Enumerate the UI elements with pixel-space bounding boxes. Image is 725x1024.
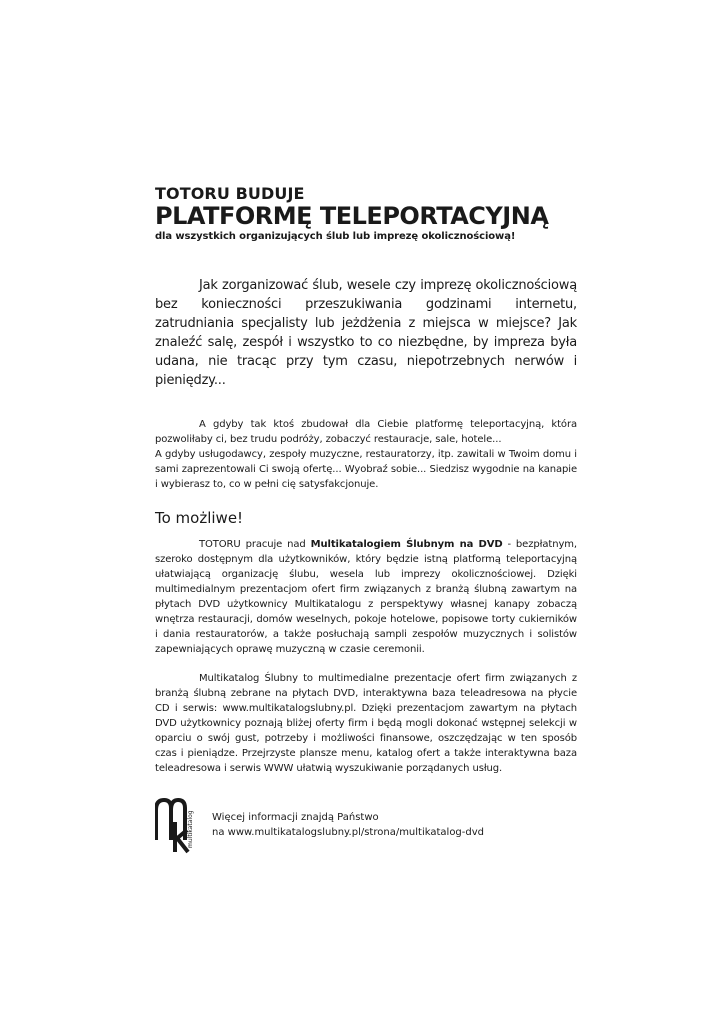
lead-text: Jak zorganizować ślub, wesele czy imprezę okolicznościową bez konieczności przeszukiwania godzinami internetu, zatrudniania specjalisty lub jeżdżenia z miejsca w miejsce? Jak znaleźć salę, zespół i wszystko to co niezbędne, by impreza była udana, nie tracąc przy tym czasu, niepotrzebnych nerwów i pieniędzy... — [155, 278, 577, 388]
logo-text: multikatalog — [187, 810, 194, 848]
kicker: TOTORU BUDUJE — [155, 184, 305, 203]
page-title: PLATFORMĘ TELEPORTACYJNĄ — [155, 202, 549, 230]
intro-text-1: A gdyby tak ktoś zbudował dla Ciebie platformę teleportacyjną, która pozwoliłaby ci, bez trudu podróży, zobaczyć restauracje, sale, hotele... — [155, 419, 577, 445]
p2-text: Multikatalog Ślubny to multimedialne prezentacje ofert firm związanych z branżą ślubną zebrane na płytach DVD, interaktywna baza teleadresowa na płycie CD i serwis: www.multikatalogslubny.pl. Dzięki prezentacjom zawartym na płytach DVD użytkownicy poznają bliżej oferty firm i będą mogli dokonać wstępnej selekcji w oparciu o swój gust, potrzeby i możliwości finansowe, oszczędzając w ten sposób czas i pieniądze. Przejrzyste plansze menu, katalog ofert a także interaktywna baza teleadresowa i serwis WWW ułatwią wyszukiwanie porządanych usług. — [155, 673, 577, 774]
lead-paragraph — [155, 276, 577, 390]
section-paragraph-1 — [155, 537, 577, 657]
section-heading: To możliwe! — [155, 509, 244, 527]
section-paragraph-2 — [155, 671, 577, 776]
document-page — [155, 185, 577, 856]
footer-line-1: Więcej informacji znajdą Państwo — [212, 812, 379, 823]
footer-info — [212, 810, 484, 840]
multikatalog-logo-icon — [155, 796, 203, 854]
p1-bold: Multikatalogiem Ślubnym na DVD — [310, 539, 503, 550]
intro-paragraph-2: A gdyby usługodawcy, zespoły muzyczne, restauratorzy, itp. zawitali w Twoim domu i sami zaprezentowali Ci swoją ofertę... Wyobraź sobie... Siedzisz wygodnie na kanapie i wybierasz to, co w pełni cię satysfakcjonuje. — [155, 449, 577, 490]
subtitle: dla wszystkich organizujących ślub lub imprezę okolicznościową! — [155, 231, 516, 242]
p1-rest: - bezpłatnym, szeroko dostępnym dla użytkowników, który będzie istną platformą teleportacyjną ułatwiającą organizację ślubu, wesela lub imprezy okolicznościowej. Dzięki multimedialnym prezentacjom ofert firm związanych z branżą ślubną zawartym na płytach DVD użytkownicy Multikatalogu z perspektywy własnej kanapy zobaczą wnętrza restauracji, domów weselnych, pokoje hotelowe, popisowe torty cukierników i dania restauratorów, a także posłuchają sampli zespołów muzycznych i solistów zapewniających oprawę muzyczną w czasie ceremonii. — [155, 539, 577, 655]
footer-link[interactable]: na www.multikatalogslubny.pl/strona/multikatalog-dvd — [212, 827, 485, 838]
intro-paragraph-1 — [155, 417, 577, 447]
intro-section — [155, 417, 577, 492]
p1-start: TOTORU pracuje nad — [199, 539, 311, 550]
footer — [155, 796, 577, 856]
